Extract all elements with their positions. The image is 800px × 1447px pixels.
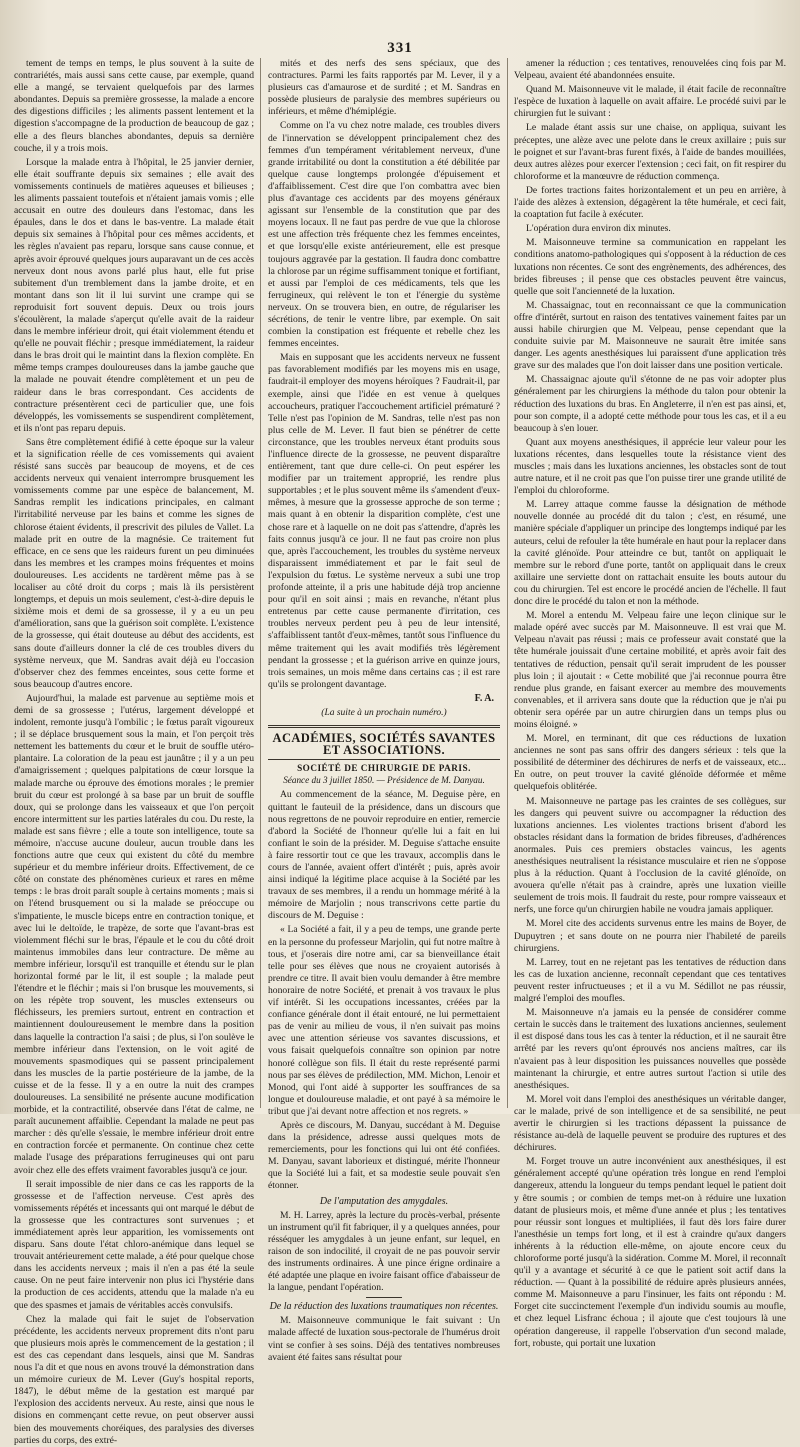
paragraph: M. Morel voit dans l'emploi des anesthésiques un véritable danger, car le malade, privé de son intelligence et de sa sensibilité, ne peut avertir le chirurgien si les tractions dépassent la puissance de résistance au-delà de laquelle peuvent se produire des ruptures et des déchirures.: [514, 1093, 786, 1154]
paragraph: M. H. Larrey, après la lecture du procès-verbal, présente un instrument qu'il fit fabriquer, il y a quelques années, pour résséquer les amygdales à un jeune enfant, sur lequel, en raison de son indocilité, il croyait de ne pas pouvoir servir des instruments ordinaires. À une pince érigne ordinaire a été adaptée une plaque en ivoire faisant office d'abaisseur de la langue, pendant l'opération.: [268, 1209, 500, 1294]
session-info: Séance du 3 juillet 1850. — Présidence de M. Danyau.: [283, 775, 485, 786]
paragraph: M. Morel cite des accidents survenus entre les mains de Boyer, de Dupuytren ; et sans doute on ne pourra nier l'habileté de pareils chirurgiens.: [514, 918, 786, 954]
subheading-luxations: De la réduction des luxations traumatiques non récentes.: [269, 1301, 499, 1313]
section-divider: [268, 725, 500, 728]
paragraph: mités et des nerfs des sens spéciaux, que des contractures. Parmi les faits rapportés par M. Lever, il y a plusieurs cas d'amaurose et de surdité ; et M. Sandras en possède plusieurs de paralysie des membres supérieurs ou inférieurs, et même d'hémiplégie.: [268, 58, 500, 118]
paragraph: Après ce discours, M. Danyau, succédant à M. Deguise dans la présidence, adresse aussi quelques mots de remerciements, pour les fonctions qui lui ont été confiées. M. Danyau, savant laborieux et distingué, mérite l'honneur que la Société lui a fait, et sa modestie seule pouvait s'en étonner.: [268, 1119, 500, 1192]
paragraph: M. Maisonneuve communique le fait suivant : Un malade affecté de luxation sous-pectorale de l'humérus droit vint se confier à ses soins. Déjà des tentatives nombreuses avaient été faites sans résultat pour: [268, 1315, 500, 1363]
paragraph: M. Morel a entendu M. Velpeau faire une leçon clinique sur le malade opéré avec succès par M. Maisonneuve. Il est vrai que M. Velpeau n'avait pas réussi ; mais ce professeur avait constaté que la tête humérale jouissait d'une certaine mobilité, et après avoir fait des tentatives de réduction, pensait qu'il serait imprudent de les pousser plus loin ; il ajoutait : « Cette mobilité que j'ai reconnue pourra être rendue plus grande, en faisant exercer au membre des mouvements convenables, et il arrivera sans doute que la réduction que je n'ai pu obtenir sera opérée par un autre chirurgien dans un temps plus ou moins éloigné. »: [514, 610, 786, 730]
paragraph: De fortes tractions faites horizontalement et un peu en arrière, à l'aide des alèzes à extension, dégagèrent la tête humérale, et ceci fait, la coaptation fut facile à exécuter.: [514, 184, 786, 221]
paragraph: M. Morel, en terminant, dit que ces réductions de luxation anciennes ne sont pas sans offrir des dangers sérieux : tels que la possibilité de déterminer des déchirures de nerfs et de vaisseaux, etc... En outre, on peut trouver la cavité glénoïde déformée et même quelquefois oblitérée.: [514, 733, 786, 793]
paragraph: Chez la malade qui fait le sujet de l'observation précédente, les accidents nerveux proprement dits n'ont paru que plusieurs mois après le commencement de la gestation ; il est des cas cependant dans lesquels, ainsi que M. Sandras nous l'a dit et que nous en avons trouvé la démonstration dans un mémoire curieux de M. Lever (Guy's hospital reports, 1847), le début même de la gestation est marqué par l'explosion des accidents nerveux. Au reste, ainsi que nous le disions en commençant cette revue, on peut observer aussi bien des mouvements choréiques, des paralysies des diverses parties du corps, des extré-: [14, 1313, 254, 1446]
middle-column: [268, 58, 500, 1363]
paragraph: Aujourd'hui, la malade est parvenue au septième mois et demi de sa grossesse ; l'utérus, largement développé et indolent, remonte jusqu'à l'ombilic ; le fœtus paraît vigoureux ; il se déplace brusquement sous la main, et l'on perçoit très nettement les battements du cœur et le bruit de souffle utéro-plantaire. La coloration de la peau est jaunâtre ; il y a un peu d'amaigrissement ; quelques palpitations de cœur lorsque la malade marche ou éprouve des émotions morales ; le premier bruit du cœur est prolongé à sa base par un bruit de souffle doux, qui se prolonge dans les vaisseaux et que l'on perçoit encore intermittent sur les parties latérales du cou. Du reste, la malade est sans fièvre ; elle a toute son intelligence, toute sa mémoire, n'accuse aucune douleur, aucun trouble dans les fonctions autre que ceux qui existent du côté du membre supérieur et du membre inférieur droits. Effectivement, de ce côté on constate des phénomènes curieux et rares en même temps : le bras droit paraît souple à certains moments ; mais si on l'étend brusquement ou si la malade se préoccupe ou s'impatiente, le muscle biceps entre en contraction tonique, et avec lui le deltoïde, le trapèze, de sorte que l'avant-bras est violemment fléchi sur le bras, l'épaule et le cou du côté droit maintenus immobiles dans leur contracture. De même au membre inférieur, lorsqu'il est tranquille et étendu sur le plan horizontal formé par le lit, il est souple ; la malade peut l'étendre et le fléchir ; mais si l'on brusque les mouvements, si on les répète trop souvent, les muscles extenseurs ou fléchisseurs, les premiers surtout, entrent en contraction et maintiennent douloureusement le membre dans la position dans laquelle la contraction l'a saisi ; de plus, si l'on soulève le membre inférieur dans l'extension, on le voit agité de mouvements spasmodiques qui se passent principalement dans les muscles de la partie postérieure de la jambe, de la cuisse et de la fesse. Il y a en outre la nuit des crampes douloureuses. La sensibilité ne présente aucune modification morbide, et la contractilité, observée dans l'état de calme, ne paraît aucunement affaiblie. Cependant la malade ne peut pas marcher : dès qu'elle s'essaie, le membre inférieur droit entre en contraction forcée et permanente. On continue chez cette malade l'usage des préparations ferrugineuses qui ont paru avoir chez elle des effets vraiment favorables jusqu'à ce jour.: [14, 692, 254, 1176]
section-divider: [268, 759, 500, 760]
paragraph: amener la réduction ; ces tentatives, renouvelées cinq fois par M. Velpeau, avaient été abandonnées ensuite.: [514, 58, 786, 82]
paragraph: L'opération dura environ dix minutes.: [526, 223, 671, 235]
paragraph: M. Larrey attaque comme fausse la désignation de méthode nouvelle donnée au procédé dit du talon ; c'est, en résumé, une manière spéciale d'appliquer un principe des longtemps indiqué par les auteurs, celui de refouler la tête humérale en haut pour la replacer dans la cavité glénoïde. Pour atteindre ce but, tantôt on appliquait le membre sur le rebord d'une porte, tantôt on appliquait dans le creux axillaire une serviette dont on rattachait ensuite les bouts autour du cou du chirurgien. Tel est encore le procédé ancien de l'échelle. Il faut donc dire le procédé du talon et non la méthode.: [514, 499, 786, 608]
paragraph: Lorsque la malade entra à l'hôpital, le 25 janvier dernier, elle était souffrante depuis six semaines ; elle avait des vomissements continuels de matières aqueuses et bilieuses ; les aliments passaient toutefois et n'étaient jamais vomis ; elle accusait en outre des douleurs dans l'estomac, dans les épaules, dans le dos et dans le bas-ventre. La malade était depuis six semaines à l'hôpital pour ces mêmes accidents, et les règles n'avaient pas reparu, lorsque sans cause connue, et après avoir éprouvé quelques jours auparavant un de ces accès nerveux dont nous avons parlé plus haut, elle fut prise subitement d'un tremblement dans la jambe droite, et en montant dans son lit il lui survint une crampe qui se reproduisit fort souvent depuis. Deux ou trois jours s'écoulèrent, la malade s'aperçut qu'elle avait de la raideur dans le membre inférieur droit, qui était violemment étendu et qu'elle ne pouvait fléchir ; presque immédiatement, la raideur dans le bras droit qui le maintint dans la flexion complète. En même temps crampes douloureuses dans la jambe gauche que la malade ne pouvait étendre complètement et un peu de raideur dans le bras correspondant. Ces accidents de contracture présentèrent ceci de particulier que, une fois développés, les vomissements se suspendirent complètement, et ils n'ont pas reparu depuis.: [14, 156, 254, 434]
continued-notice: (La suite à un prochain numéro.): [321, 707, 447, 718]
paragraph: Sans être complètement édifié à cette époque sur la valeur et la signification réelle de ces vomissements qui avaient résisté sans succès par beaucoup de moyens, et de ces accidents nerveux qui venaient interrompre brusquement les vomissements comme par une espèce de balancement, M. Sandras remplit les indications principales, en calmant l'irritabilité nerveuse par les bains et comme les signes de chlorose étaient évidents, il prescrivit des pilules de Vallet. La malade prit en outre de la magnésie. Ce traitement fut efficace, en ce sens que les raideurs furent un peu diminuées dans les membres et les crampes moins fréquentes et moins douloureuses. Les accidents ne tardèrent même pas à se localiser au côté droit du corps ; mais là ils persistèrent longtemps, et depuis un mois seulement, c'est-à-dire depuis le sixième mois et demi de sa grossesse, il y a eu un peu d'amélioration, sans que la guérison soit complète. L'existence de la grossesse, qui était douteuse au début des accidents, est sans doute d'ailleurs donner la clé de ces troubles divers du système nerveux, que M. Sandras avait déjà eu l'occasion d'observer chez des femmes enceintes, sous cette forme et sous beaucoup d'autres encore.: [14, 436, 254, 690]
left-column: [14, 58, 254, 1446]
section-title: ACADÉMIES, SOCIÉTÉS SAVANTES ET ASSOCIATIONS.: [272, 731, 496, 758]
page-number: 331: [387, 40, 413, 56]
paragraph: M. Maisonneuve ne partage pas les craintes de ses collègues, sur les dangers qui peuvent suivre ou accompagner la réduction des luxations anciennes. Les violentes tractions brisent d'abord les obstacles résidant dans la formation de brides fibreuses, d'adhérences anormales. Puis ces premiers obstacles vaincus, les agents anesthésiques neutralisent la résistance musculaire et rien ne s'oppose plus à la réduction. Quant à l'occlusion de la cavité glénoïde, on avouera qu'elle n'était pas à craindre, après une luxation vieille seulement de trois mois. Il faudrait du reste, pour rompre vaisseaux et nerfs, une force qu'un chirurgien habile ne voudra jamais appliquer.: [514, 795, 786, 916]
paragraph: M. Chassaignac, tout en reconnaissant ce que la communication offre d'intérêt, surtout en raison des tentatives vainement faites par un aussi habile chirurgien que M. Velpeau, pense cependant que la conduite suivie par M. Maisonneuve ne saurait être imitée sans danger. Les agents anesthésiques lui paraissent d'une application très grave sur des malades que l'on doit laisser dans une position verticale.: [514, 299, 786, 372]
society-name: SOCIÉTÉ DE CHIRURGIE DE PARIS.: [297, 763, 471, 774]
paragraph: Quand M. Maisonneuve vit le malade, il était facile de reconnaître l'espèce de luxation à laquelle on avait affaire. Le procédé suivi par le chirurgien fut le suivant :: [514, 84, 786, 120]
paragraph: Au commencement de la séance, M. Deguise père, en quittant le fauteuil de la présidence, dans un discours que nous regrettons de ne pouvoir reproduire en entier, remercie d'abord la Société de l'honneur qu'elle lui a fait en lui confiant le soin de la présider. M. Deguise s'attache ensuite à faire ressortir tout ce que les travaux, accomplis dans le cours de l'année, avaient offert d'intérêt ; puis, après avoir ainsi indiqué la légitime place acquise à la Société par les travaux de ses membres, il a rendu un hommage mérité à la mémoire de Marjolin ; nous transcrivons cette partie du discours de M. Deguise :: [268, 789, 500, 922]
column-divider: [260, 58, 261, 1108]
paragraph: M. Maisonneuve termine sa communication en rappelant les conditions anatomo-pathologiques qui s'opposent à la réduction de ces luxations non récentes. Ce sont des engrènements, des adhérences, des brides fibreuses ; il pense que ces obstacles peuvent être vaincus, quelle que soit l'ancienneté de la luxation.: [514, 237, 786, 297]
paragraph: Le malade étant assis sur une chaise, on appliqua, suivant les préceptes, une alèze avec une pelote dans le creux axillaire ; puis sur le poignet et sur l'avant-bras furent fixés, à l'aide de bandes mouillées, deux autres alèzes pour exercer l'extension ; ceci fait, on fit respirer du chloroforme et la manœuvre de réduction commença.: [514, 122, 786, 182]
short-divider: [366, 1297, 402, 1298]
right-column: [514, 58, 786, 1349]
paragraph: M. Maisonneuve n'a jamais eu la pensée de considérer comme certain le succès dans le traitement des luxations anciennes, seulement il est disposé dans tous les cas à tenter la réduction, et il ne saurait être arrêté par les revers qu'ont éprouvés nos anciens maîtres, car ils n'avaient pas à leur disposition les puissances nouvelles que possède maintenant la chirurgie, et entre autres surtout l'action si utile des anesthésiques.: [514, 1007, 786, 1091]
paragraph: Mais en supposant que les accidents nerveux ne fussent pas favorablement modifiés par les moyens mis en usage, faudrait-il employer des moyens héroïques ? Faudrait-il, par exemple, ainsi que l'idée en est venue à quelques accoucheurs, pratiquer l'accouchement artificiel prématuré ? Telle n'est pas l'opinion de M. Sandras, telle n'est pas non plus celle de M. Lever. Il faut bien se pénétrer de cette circonstance, que les troubles nerveux étant produits sous l'influence directe de la grossesse, ne peuvent disparaître entièrement, tant que dure celle-ci. On peut espérer les modifier par un traitement approprié, les rendre plus supportables ; et le plus souvent même ils s'amendent d'eux-mêmes, à mesure que la grossesse approche de son terme ; mais quant à en obtenir la disparition complète, c'est une chose rare et à laquelle on ne doit pas s'attendre, d'après les faits connus jusqu'à ce jour. Il ne faut pas croire non plus que, après l'accouchement, les troubles du système nerveux disparaissent immédiatement et par le fait seul de l'expulsion du fœtus. Le système nerveux a subi une trop profonde atteinte, il a pris une habitude déjà trop ancienne pour qu'il en soit ainsi ; mais en revanche, n'étant plus entretenus par cette cause permanente d'irritation, ces troubles nerveux perdent peu à peu de leur intensité, s'affaiblissent tantôt d'eux-mêmes, tantôt sous l'influence du même traitement qui les avait modifiés très légèrement pendant la grossesse ; et la guérison arrive en quinze jours, trois semaines, un mois même dans certains cas ; il est rare qu'ils se prolongent davantage.: [268, 352, 500, 690]
subheading-amygdales: De l'amputation des amygdales.: [319, 1195, 449, 1207]
paragraph: « La Société a fait, il y a peu de temps, une grande perte en la personne du professeur Marjolin, qui fut notre maître à tous, et j'oserais dire notre ami, car sa bienveillance était telle pour ses élèves que nous ne croyaient autorisés à prendre ce titre. Il avait bien voulu demander à être membre honoraire de notre Société, et prenait à vos travaux le plus vif intérêt. Si les occupations incessantes, créées par la confiance générale dont il était entouré, ne lui permettaient pas de venir au milieu de vous, il n'en suivait pas moins avec une attention sérieuse vos savantes discussions, et vous faisait quelquefois connaître son opinion par notre honoré collègue son fils. Il était du reste représenté parmi nous par ses élèves de prédilection, MM. Michon, Lenoir et Monod, qui l'ont aidé à supporter les souffrances de sa longue et douloureuse maladie, et ont payé à sa mémoire le tribut que j'ai devant notre affection et nos regrets. »: [268, 924, 500, 1117]
paragraph: Il serait impossible de nier dans ce cas les rapports de la grossesse et de l'affection nerveuse. C'est après des vomissements répétés et incessants qui ont marqué le début de la grossesse que les contractures sont survenues ; et immédiatement après leur apparition, les vomissements ont disparu. Sans doute l'état chloro-anémique dans lequel se trouvait antérieurement cette malade, a été pour quelque chose dans les accidents nerveux ; mais il n'en a pas été la seule cause. On ne peut faire intervenir non plus ici l'hystérie dans la production de ces accidents, attendu que la malade n'a eu que des spasmes et jamais de véritables accès convulsifs.: [14, 1178, 254, 1311]
paragraph: M. Forget trouve un autre inconvénient aux anesthésiques, il est généralement accepté qu'une opération très longue en rend l'emploi dangereux, attendu la longueur du temps pendant lequel le patient doit y être soumis ; or combien de temps met-on à réduire une luxation datant de plusieurs mois, et même d'une année et plus ; les tentatives pour réussir sont longues et multipliées, il faut dès lors faire durer l'anesthésie un temps fort long, et il est à craindre qu'aux dangers inhérents à la réduction elle-même, on ajoute encore ceux du chloroforme porté jusqu'à la sidération. Comme M. Morel, il reconnaît qu'il y a avantage et sécurité à ce que le patient soit actif dans la réduction. — Quant à la possibilité de réduire après plusieurs années, comme M. Maisonneuve a paru l'insinuer, les faits ont répondu : M. Forget cite succinctement l'exemple d'un individu soumis au moufle, et chez lequel Lisfranc échoua ; il ajoute que c'est toujours là une opération dangereuse, il rappelle l'observation d'un second malade, fort, robuste, qui portait une luxation: [514, 1156, 786, 1349]
paragraph: M. Chassaignac ajoute qu'il s'étonne de ne pas voir adopter plus généralement par les chirurgiens la méthode du talon pour obtenir la réduction des luxations du bras. En Angleterre, il n'en est pas ainsi, et, pour son compte, il a adopté cette méthode pour tous les cas, et il a eu beaucoup à s'en louer.: [514, 374, 786, 434]
paragraph: Quant aux moyens anesthésiques, il apprécie leur valeur pour les luxations récentes, dans lesquelles toute la résistance vient des muscles ; mais dans les luxations anciennes, les obstacles sont de tout autre nature, et il ne croit pas que l'on puisse tirer une grande utilité de l'emploi du chloroforme.: [514, 436, 786, 497]
paragraph: Comme on l'a vu chez notre malade, ces troubles divers de l'innervation se développent principalement chez des femmes d'un tempérament véritablement nerveux, d'une grande irritabilité ou dont la constitution a été débilitée par quelque cause longtemps prolongée d'épuisement et d'affaiblissement. C'est dire que l'on combattra avec bien plus d'avantage ces accidents par des moyens généraux agissant sur l'ensemble de la constitution que par des moyens locaux. Il ne faut pas perdre de vue que la chlorose est une affection très fréquente chez les femmes enceintes, et que lorsqu'elle existe antérieurement, elle est presque toujours aggravée par la gestation. Il faudra donc combattre la chlorose par un régime suffisamment tonique et fortifiant, et aussi par l'emploi de ces médicaments, tels que les ferrugineux, qui relèvent le ton et l'énergie du système nerveux. On se trouvera bien, en outre, de régulariser les sécrétions, de tenir le ventre libre, par exemple. On sait combien la constipation est fréquente et rebelle chez les femmes enceintes.: [268, 120, 500, 350]
column-divider: [507, 58, 508, 1108]
article-signature: F. A.: [474, 692, 494, 704]
paragraph: M. Larrey, tout en ne rejetant pas les tentatives de réduction dans les cas de luxation ancienne, reconnaît cependant que ces tentatives peuvent rester infructueuses ; et il a vu M. Sédillot ne pas réussir, malgré l'emploi des moufles.: [514, 956, 786, 1005]
paragraph: tement de temps en temps, le plus souvent à la suite de contrariétés, mais aussi sans cette cause, par exemple, quand elle a mangé, se tervaient quelquefois par des larmes abondantes. Depuis sa première grossesse, la malade a encore des digestions difficiles ; les aliments passent lentement et la digestion s'accompagne de la production de beaucoup de gaz ; elle a des fleurs blanches abondantes, depuis sa dernière couche, il y a trois mois.: [14, 58, 254, 154]
